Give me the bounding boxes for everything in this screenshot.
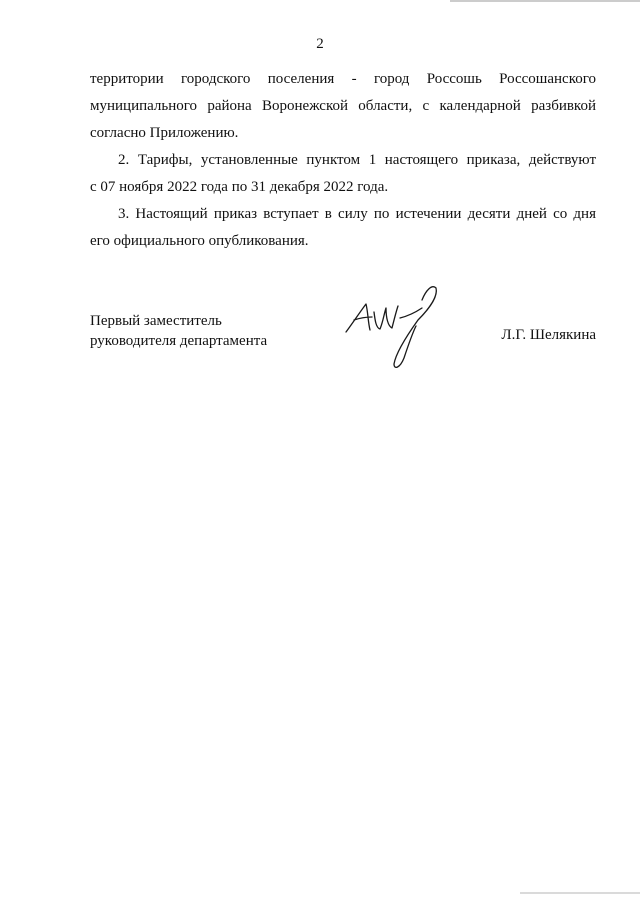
scan-mark-bottom xyxy=(520,886,640,894)
paragraph-territory xyxy=(90,66,596,147)
signatory-position-line2: руководителя департамента xyxy=(90,333,268,349)
text-line: согласно Приложению. xyxy=(90,125,239,141)
scan-mark-top xyxy=(450,0,640,3)
page-number: 2 xyxy=(316,36,324,52)
paragraph-tariffs xyxy=(90,147,596,201)
signatory-position xyxy=(90,311,267,351)
text-line: муниципального района Воронежской области, с календарной разбивкой xyxy=(90,98,596,114)
signatory-name: Л.Г. Шелякина xyxy=(501,327,596,343)
text-line: территории городского поселения - город Россошь Россошанского xyxy=(90,71,596,87)
handwritten-signature xyxy=(338,282,448,374)
text-line: его официального опубликования. xyxy=(90,233,309,249)
text-line: с 07 ноября 2022 года по 31 декабря 2022 года. xyxy=(90,179,389,195)
paragraph-effective xyxy=(90,201,596,255)
text-line: 2. Тарифы, установленные пунктом 1 настоящего приказа, действуют xyxy=(118,152,596,168)
text-line: 3. Настоящий приказ вступает в силу по истечении десяти дней со дня xyxy=(118,206,596,222)
signatory-position-line1: Первый заместитель xyxy=(90,313,222,329)
